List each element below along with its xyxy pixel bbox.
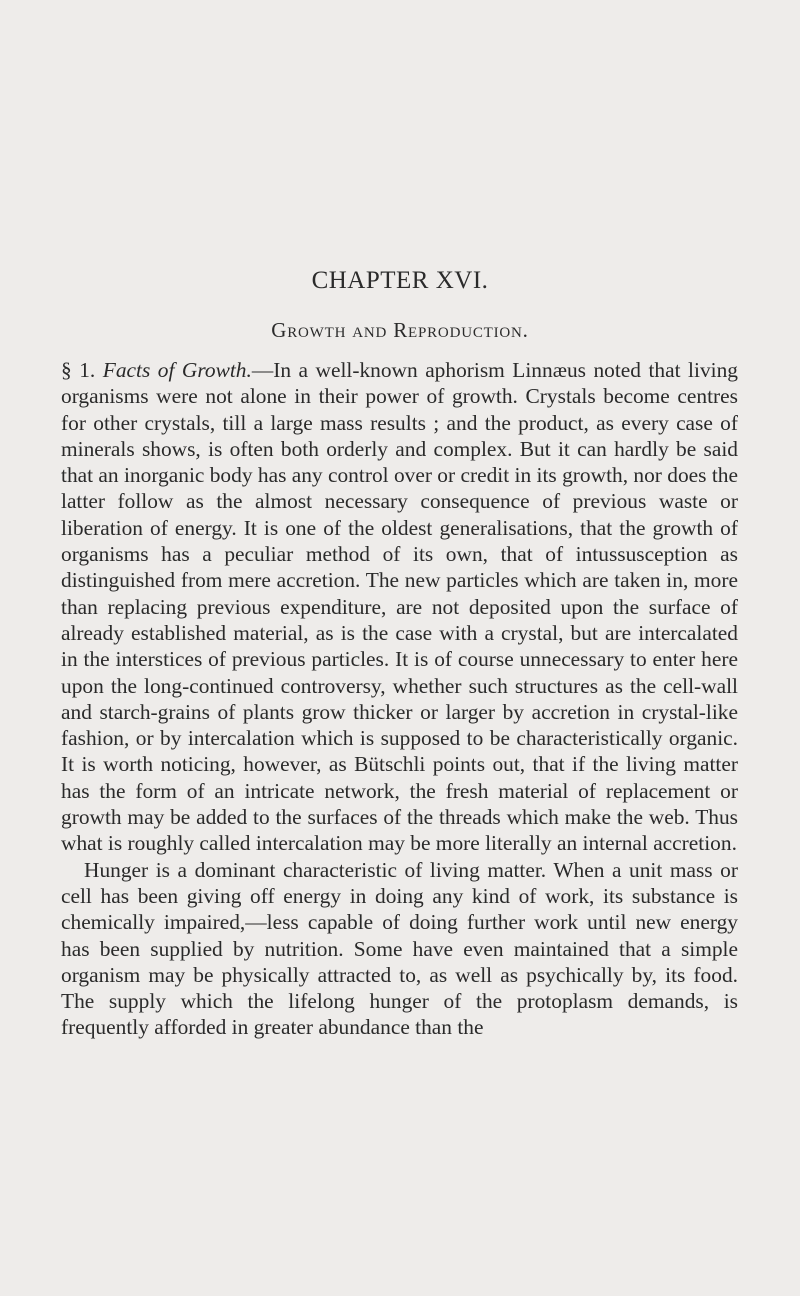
paragraph-1-text: —In a well-known aphorism Linnæus noted that living organisms were not alone in their power of growth. Crystals become centres for other crystals, till a large mass results ; and the product, as every case of minerals shows, is often both orderly and complex. But it can hardly be said that an inorganic body has any control over or credit in its growth, nor does the latter follow as the almost necessary consequence of previous waste or liberation of energy. It is one of the oldest generalisations, that the growth of organisms has a peculiar method of its own, that of intussusception as distinguished from mere accretion. The new particles which are taken in, more than replacing previous expenditure, are not deposited upon the surface of already established material, as is the case with a crystal, but are intercalated in the interstices of previous particles. It is of course unnecessary to enter here upon the long-continued controversy, whether such structures as the cell-wall and starch-grains of plants grow thicker or larger by accretion in crystal-like fashion, or by intercalation which is supposed to be characteristically organic. It is worth noticing, however, as Bütschli points out, that if the living matter has the form of an intricate network, the fresh material of replacement or growth may be added to the surfaces of the threads which make the web. Thus what is roughly called intercalation may be more literally an internal accretion. xyxy=(61,358,738,856)
section-number: 1. xyxy=(79,358,96,382)
section-heading: Facts of Growth. xyxy=(102,358,252,382)
paragraph-1 xyxy=(61,357,738,857)
chapter-subtitle: Growth and Reproduction. xyxy=(271,318,529,342)
chapter-title: CHAPTER XVI. xyxy=(311,267,489,294)
paragraph-2 xyxy=(61,857,738,1041)
section-mark: § xyxy=(61,358,72,382)
paragraph-2-text: Hunger is a dominant characteristic of living matter. When a unit mass or cell has been giving off energy in doing any kind of work, its substance is chemically impaired,—less capable of doing further work until new energy has been supplied by nutrition. Some have even maintained that a simple organism may be physically attracted to, as well as psychically by, its food. The supply which the lifelong hunger of the protoplasm demands, is frequently afforded in greater abundance than the xyxy=(61,857,738,1040)
body-text xyxy=(61,357,738,1041)
